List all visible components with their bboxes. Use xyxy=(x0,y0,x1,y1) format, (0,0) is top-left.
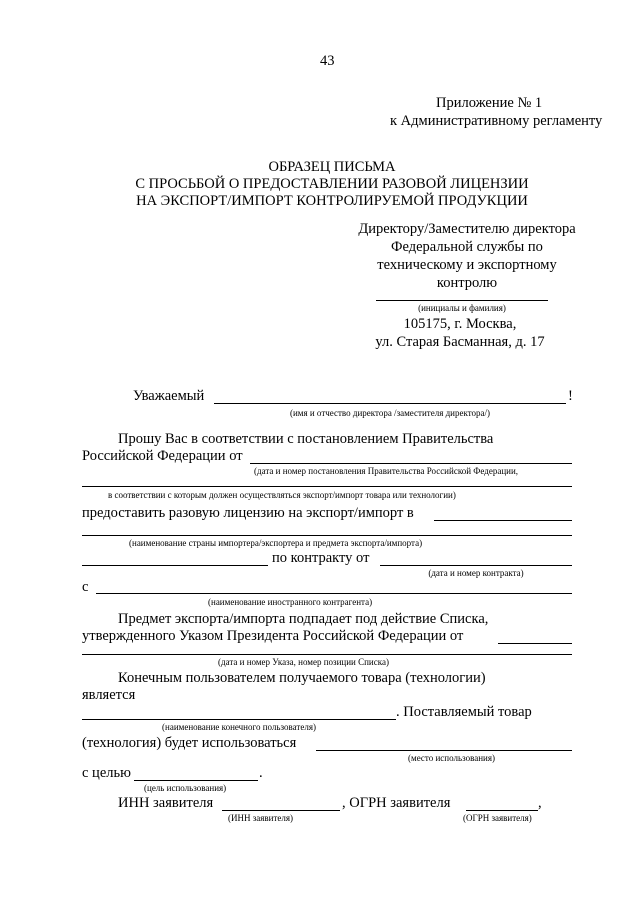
greeting-hint: (имя и отчество директора /заместителя директора/) xyxy=(289,408,491,418)
appendix-label: Приложение № 1 xyxy=(436,95,543,111)
ogrn-underline xyxy=(466,810,538,811)
contract-lead-underline xyxy=(82,565,268,566)
final-comma: , xyxy=(538,795,542,811)
request-line-1: Прошу Вас в соответствии с постановлением Правительства xyxy=(118,431,494,447)
appendix-regulation: к Административному регламенту xyxy=(390,113,603,129)
with-text: с xyxy=(82,579,89,595)
grant-text: предоставить разовую лицензию на экспорт/импорт в xyxy=(82,505,414,521)
initials-hint: (инициалы и фамилия) xyxy=(418,303,506,313)
inn-underline xyxy=(222,810,340,811)
title-line-1: ОБРАЗЕЦ ПИСЬМА xyxy=(268,159,396,175)
purpose-hint: (цель использования) xyxy=(144,783,227,793)
greeting-word: Уважаемый xyxy=(133,388,205,404)
greeting-underline xyxy=(214,403,566,404)
subject-line-2: утвержденного Указом Президента Российской Федерации от xyxy=(82,628,464,644)
partner-hint: (наименование иностранного контрагента) xyxy=(208,597,373,607)
decree-hint-1: (дата и номер постановления Правительства Российской Федерации, xyxy=(254,466,519,476)
decree-underline-2 xyxy=(82,486,572,487)
enduser-line-2: является xyxy=(82,687,136,703)
list-decree-underline-2 xyxy=(82,654,572,655)
greeting-exclamation: ! xyxy=(568,388,573,404)
country-underline xyxy=(434,520,572,521)
decree-underline xyxy=(250,463,572,464)
title-line-3: НА ЭКСПОРТ/ИМПОРТ КОНТРОЛИРУЕМОЙ ПРОДУКЦИИ xyxy=(136,193,528,209)
addressee-line-2: Федеральной службы по xyxy=(391,239,543,255)
title-line-2: С ПРОСЬБОЙ О ПРЕДОСТАВЛЕНИИ РАЗОВОЙ ЛИЦЕНЗИИ xyxy=(135,176,529,192)
subject-line-1: Предмет экспорта/импорта подпадает под действие Списка, xyxy=(118,611,489,627)
initials-underline xyxy=(376,300,548,301)
enduser-line-1: Конечным пользователем получаемого товара (технологии) xyxy=(118,670,486,686)
ogrn-text: , ОГРН заявителя xyxy=(342,795,451,811)
enduser-hint: (наименование конечного пользователя) xyxy=(162,722,316,732)
decree-hint-2: в соответствии с которым должен осуществляться экспорт/импорт товара или технологии) xyxy=(108,490,456,500)
purpose-text: с целью xyxy=(82,765,131,781)
list-decree-underline xyxy=(498,643,572,644)
address-line-2: ул. Старая Басманная, д. 17 xyxy=(375,334,545,350)
inn-hint: (ИНН заявителя) xyxy=(228,813,294,823)
request-line-2: Российской Федерации от xyxy=(82,448,243,464)
purpose-underline xyxy=(134,780,258,781)
decree-list-hint: (дата и номер Указа, номер позиции Списка) xyxy=(218,657,389,667)
supplied-text: . Поставляемый товар xyxy=(396,704,532,720)
address-line-1: 105175, г. Москва, xyxy=(403,316,517,332)
purpose-end: . xyxy=(259,765,263,781)
addressee-line-1: Директору/Заместителю директора xyxy=(358,221,576,237)
enduser-underline xyxy=(82,719,396,720)
ogrn-hint: (ОГРН заявителя) xyxy=(463,813,532,823)
partner-underline xyxy=(96,593,572,594)
addressee-line-4: контролю xyxy=(436,275,498,291)
country-underline-2 xyxy=(82,535,572,536)
used-text: (технология) будет использоваться xyxy=(82,735,297,751)
page-number: 43 xyxy=(320,53,335,69)
contract-text: по контракту от xyxy=(272,550,370,566)
contract-hint: (дата и номер контракта) xyxy=(428,568,524,578)
country-hint: (наименование страны импортера/экспортера и предмета экспорта/импорта) xyxy=(129,538,423,548)
place-underline xyxy=(316,750,572,751)
inn-text: ИНН заявителя xyxy=(118,795,214,811)
addressee-line-3: техническому и экспортному xyxy=(377,257,557,273)
place-hint: (место использования) xyxy=(408,753,495,763)
contract-underline xyxy=(380,565,572,566)
